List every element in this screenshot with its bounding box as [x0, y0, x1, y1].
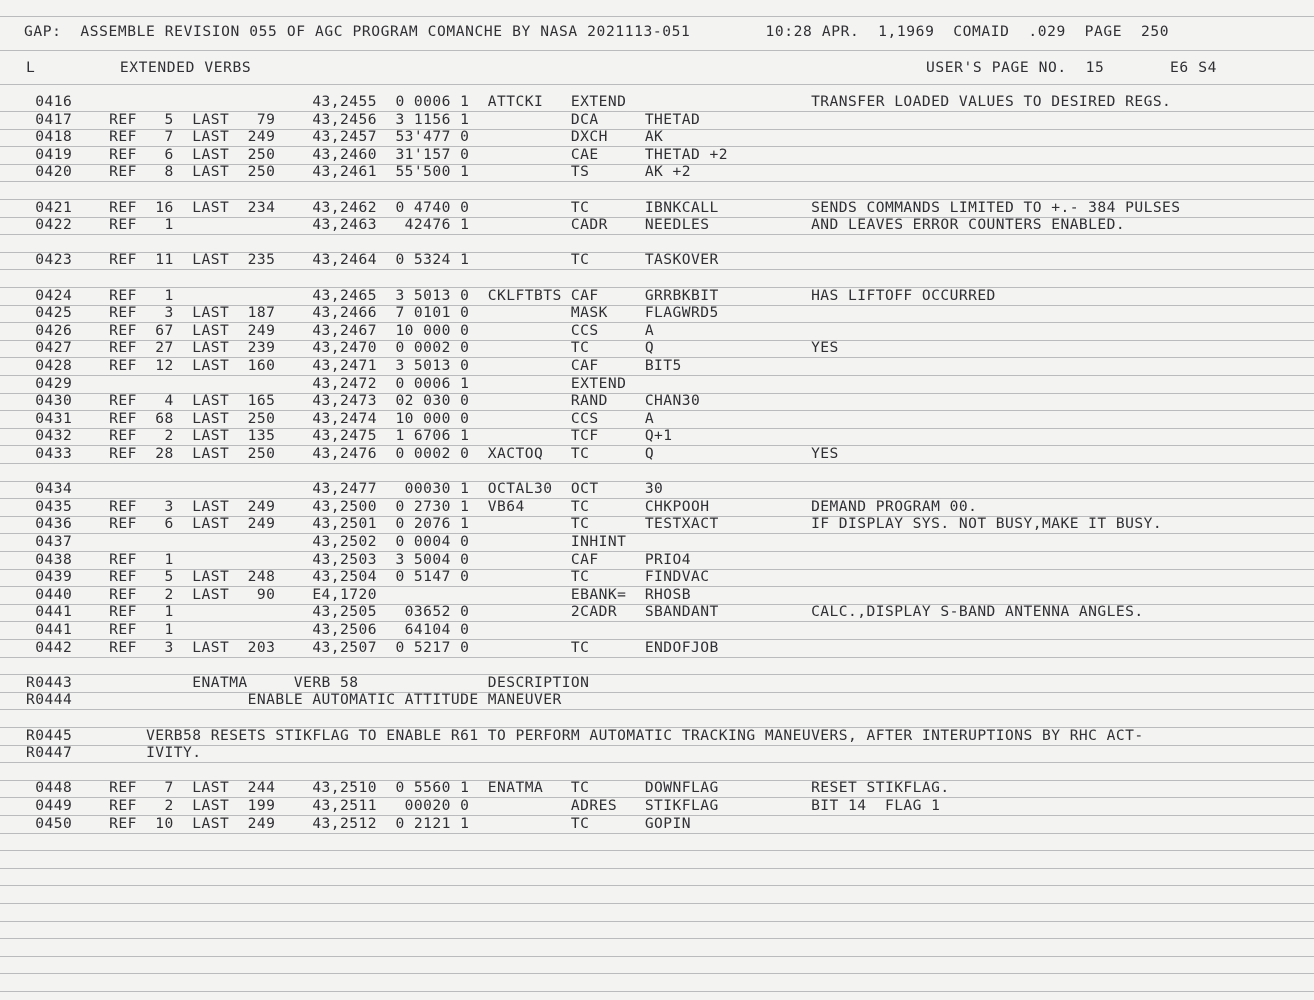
- listing-line: 0437 43,2502 0 0004 0 INHINT: [26, 533, 627, 550]
- listing-line: 0428 REF 12 LAST 160 43,2471 3 5013 0 CAF BIT5: [26, 357, 682, 374]
- listing-line: 0436 REF 6 LAST 249 43,2501 0 2076 1 TC TESTXACT IF DISPLAY SYS. NOT BUSY,MAKE IT BUSY.: [26, 515, 1163, 532]
- listing-line: 0425 REF 3 LAST 187 43,2466 7 0101 0 MASK FLAGWRD5: [26, 304, 719, 321]
- user-page-number: USER'S PAGE NO. 15 E6 S4: [926, 59, 1217, 76]
- listing-line: 0422 REF 1 43,2463 42476 1 CADR NEEDLES AND LEAVES ERROR COUNTERS ENABLED.: [26, 216, 1126, 233]
- listing-line: 0449 REF 2 LAST 199 43,2511 00020 0 ADRES STIKFLAG BIT 14 FLAG 1: [26, 797, 941, 814]
- listing-line: 0418 REF 7 LAST 249 43,2457 53'477 0 DXCH AK: [26, 128, 664, 145]
- listing-line: 0439 REF 5 LAST 248 43,2504 0 5147 0 TC FINDVAC: [26, 568, 710, 585]
- listing-line: 0432 REF 2 LAST 135 43,2475 1 6706 1 TCF Q+1: [26, 427, 673, 444]
- listing-line: R0443 ENATMA VERB 58 DESCRIPTION: [26, 674, 590, 691]
- listing-line: 0450 REF 10 LAST 249 43,2512 0 2121 1 TC GOPIN: [26, 815, 692, 832]
- listing-line: 0442 REF 3 LAST 203 43,2507 0 5217 0 TC ENDOFJOB: [26, 639, 719, 656]
- listing-line: 0426 REF 67 LAST 249 43,2467 10 000 0 CCS A: [26, 322, 655, 339]
- listing-line: 0441 REF 1 43,2505 03652 0 2CADR SBANDANT CALC.,DISPLAY S-BAND ANTENNA ANGLES.: [26, 603, 1144, 620]
- listing-line: 0438 REF 1 43,2503 3 5004 0 CAF PRIO4: [26, 551, 692, 568]
- listing-line: R0447 IVITY.: [26, 744, 202, 761]
- listing-line: 0420 REF 8 LAST 250 43,2461 55'500 1 TS AK +2: [26, 163, 692, 180]
- listing-line: 0424 REF 1 43,2465 3 5013 0 CKLFTBTS CAF GRRBKBIT HAS LIFTOFF OCCURRED: [26, 287, 996, 304]
- listing-line: 0421 REF 16 LAST 234 43,2462 0 4740 0 TC IBNKCALL SENDS COMMANDS LIMITED TO +.- 384 PULSES: [26, 199, 1181, 216]
- listing-line: 0429 43,2472 0 0006 1 EXTEND: [26, 375, 627, 392]
- listing-line: 0427 REF 27 LAST 239 43,2470 0 0002 0 TC Q YES: [26, 339, 839, 356]
- listing-line: 0434 43,2477 00030 1 OCTAL30 OCT 30: [26, 480, 664, 497]
- listing-line: 0423 REF 11 LAST 235 43,2464 0 5324 1 TC TASKOVER: [26, 251, 719, 268]
- section-title: L EXTENDED VERBS: [26, 59, 252, 76]
- listing-line: R0444 ENABLE AUTOMATIC ATTITUDE MANEUVER: [26, 691, 562, 708]
- listing-line: 0419 REF 6 LAST 250 43,2460 31'157 0 CAE THETAD +2: [26, 146, 728, 163]
- listing-line: 0448 REF 7 LAST 244 43,2510 0 5560 1 ENATMA TC DOWNFLAG RESET STIKFLAG.: [26, 779, 950, 796]
- listing-line: 0416 43,2455 0 0006 1 ATTCKI EXTEND TRANSFER LOADED VALUES TO DESIRED REGS.: [26, 93, 1172, 110]
- listing-line: 0431 REF 68 LAST 250 43,2474 10 000 0 CCS A: [26, 410, 655, 427]
- listing-line: 0433 REF 28 LAST 250 43,2476 0 0002 0 XACTOQ TC Q YES: [26, 445, 839, 462]
- listing-line: 0430 REF 4 LAST 165 43,2473 02 030 0 RAND CHAN30: [26, 392, 701, 409]
- listing-line: 0441 REF 1 43,2506 64104 0: [26, 621, 470, 638]
- page-header: GAP: ASSEMBLE REVISION 055 OF AGC PROGRAM COMANCHE BY NASA 2021113-051 10:28 APR. 1,1969 COMAID .029 PAGE 250: [24, 23, 1170, 40]
- listing-line: 0440 REF 2 LAST 90 E4,1720 EBANK= RHOSB: [26, 586, 692, 603]
- listing-line: 0435 REF 3 LAST 249 43,2500 0 2730 1 VB64 TC CHKPOOH DEMAND PROGRAM 00.: [26, 498, 978, 515]
- listing-line: 0417 REF 5 LAST 79 43,2456 3 1156 1 DCA THETAD: [26, 111, 701, 128]
- listing-line: R0445 VERB58 RESETS STIKFLAG TO ENABLE R61 TO PERFORM AUTOMATIC TRACKING MANEUVERS, AFTER INTERUPTIONS BY RHC ACT-: [26, 727, 1144, 744]
